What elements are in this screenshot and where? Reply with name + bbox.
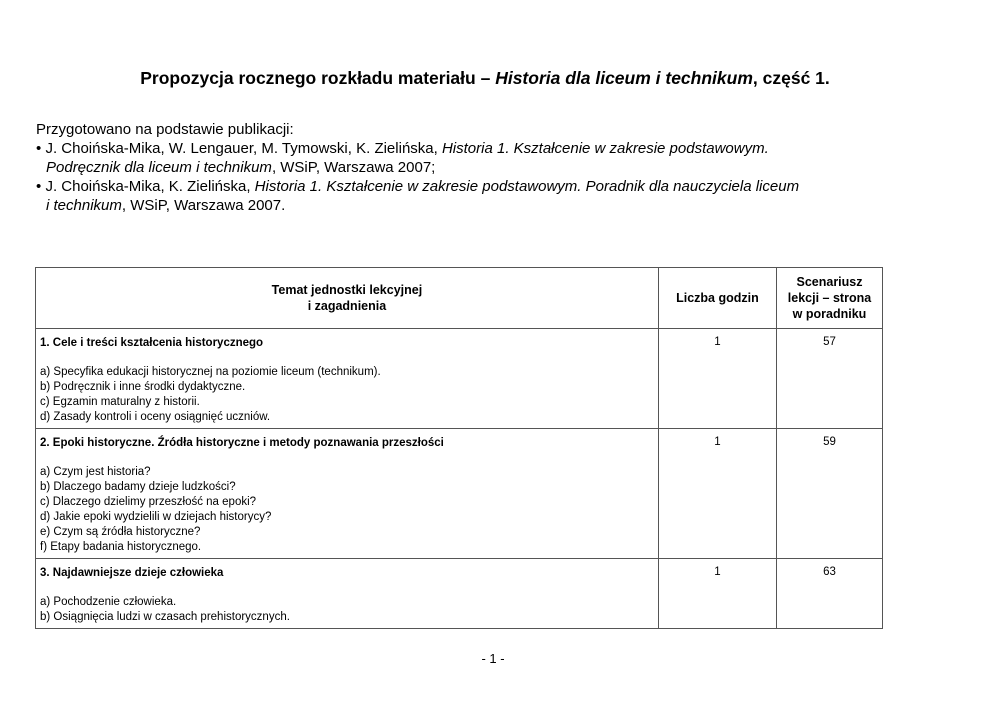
header-page [776, 268, 882, 329]
list-item: c) Dlaczego dzielimy przeszłość na epoki? [40, 496, 257, 508]
list-item: c) Egzamin maturalny z historii. [40, 396, 200, 408]
title-italic: Historia dla liceum i technikum [495, 68, 753, 88]
page-cell: 59 [776, 429, 882, 559]
list-item: f) Etapy badania historycznego. [40, 541, 202, 553]
hours-cell: 1 [658, 559, 776, 629]
list-item: e) Czym są źródła historyczne? [40, 526, 201, 538]
reference-title: Historia 1. Kształcenie w zakresie podstawowym. [441, 140, 769, 157]
list-item: d) Zasady kontroli i oceny osiągnięć uczniów. [40, 411, 271, 423]
topic-cell [36, 559, 659, 629]
hours-cell: 1 [658, 429, 776, 559]
reference-1 [36, 139, 936, 177]
list-item: b) Podręcznik i inne środki dydaktyczne. [40, 381, 246, 393]
bullet-icon: • [36, 140, 42, 157]
reference-2 [36, 177, 936, 215]
section-title: 3. Najdawniejsze dzieje człowieka [40, 567, 224, 579]
reference-title-cont: i technikum [46, 197, 122, 214]
document-title [0, 68, 970, 89]
section-title: 2. Epoki historyczne. Źródła historyczne i metody poznawania przeszłości [40, 437, 444, 449]
header-page-line2: lekcji – strona [787, 291, 872, 305]
list-item: d) Jakie epoki wydzielili w dziejach historycy? [40, 511, 272, 523]
reference-publisher: , WSiP, Warszawa 2007. [121, 197, 286, 214]
lesson-plan-table [35, 267, 883, 629]
reference-title: Historia 1. Kształcenie w zakresie podstawowym. Poradnik dla nauczyciela liceum [254, 178, 800, 195]
reference-continuation [46, 196, 936, 215]
page-cell: 63 [776, 559, 882, 629]
header-topic-line2: i zagadnienia [307, 299, 387, 313]
list-item: b) Dlaczego badamy dzieje ludzkości? [40, 481, 236, 493]
page-cell: 57 [776, 329, 882, 429]
header-hours: Liczba godzin [658, 268, 776, 329]
list-item: a) Specyfika edukacji historycznej na poziomie liceum (technikum). [40, 366, 381, 378]
section-title: 1. Cele i treści kształcenia historycznego [40, 337, 264, 349]
table-row [36, 429, 883, 559]
list-item: a) Czym jest historia? [40, 466, 151, 478]
reference-title-cont: Podręcznik dla liceum i technikum [46, 159, 272, 176]
reference-authors: J. Choińska-Mika, K. Zielińska, [45, 178, 255, 195]
table-row [36, 329, 883, 429]
reference-publisher: , WSiP, Warszawa 2007; [271, 159, 436, 176]
page-number: - 1 - [481, 651, 505, 666]
topic-cell [36, 329, 659, 429]
table-header-row [36, 268, 883, 329]
hours-cell: 1 [658, 329, 776, 429]
title-prefix: Propozycja rocznego rozkładu materiału – [140, 68, 496, 88]
header-page-line1: Scenariusz [796, 275, 863, 289]
intro-heading: Przygotowano na podstawie publikacji: [36, 121, 294, 138]
list-item: a) Pochodzenie człowieka. [40, 596, 177, 608]
bullet-icon: • [36, 178, 42, 195]
header-topic [36, 268, 659, 329]
header-page-line3: w poradniku [792, 307, 867, 321]
intro-section [36, 120, 936, 215]
title-suffix: , część 1. [752, 68, 830, 88]
header-topic-line1: Temat jednostki lekcyjnej [271, 283, 423, 297]
table-row [36, 559, 883, 629]
reference-continuation [46, 158, 936, 177]
list-item: b) Osiągnięcia ludzi w czasach prehistorycznych. [40, 611, 290, 623]
reference-authors: J. Choińska-Mika, W. Lengauer, M. Tymowski, K. Zielińska, [45, 140, 442, 157]
topic-cell [36, 429, 659, 559]
